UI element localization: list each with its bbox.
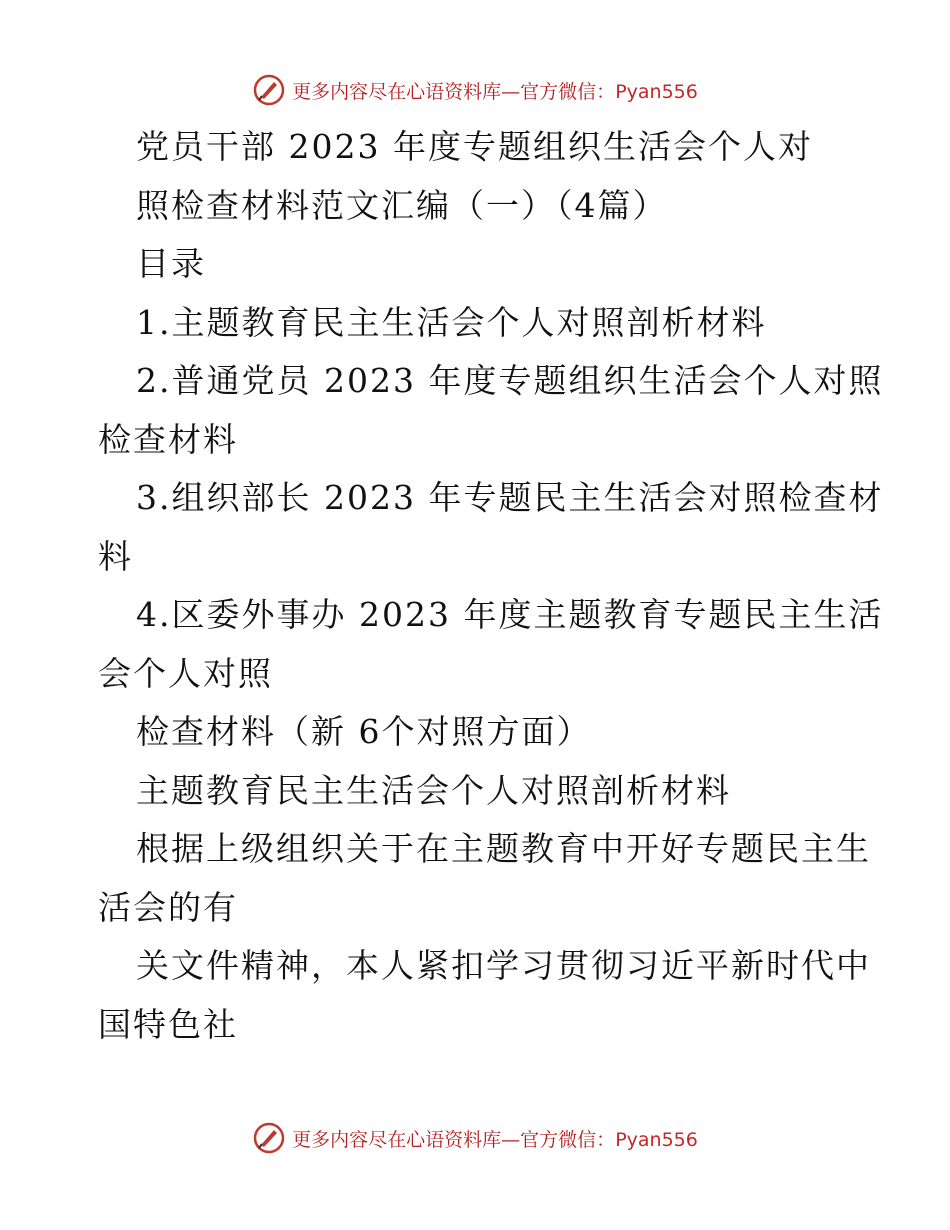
quill-logo-icon (252, 1121, 286, 1155)
paragraph-2-line-1: 关文件精神，本人紧扣学习贯彻习近平新时代中 (136, 946, 871, 985)
footer-banner (0, 1118, 950, 1158)
section-title: 主题教育民主生活会个人对照剖析材料 (136, 770, 731, 810)
header-contact-id: Pyan556 (615, 80, 698, 103)
toc-item-1: 1.主题教育民主生活会个人对照剖析材料 (136, 302, 767, 342)
paragraph-1-line-1: 根据上级组织关于在主题教育中开好专题民主生 (136, 829, 871, 868)
toc-item-2-cont: 检查材料 (98, 419, 238, 459)
header-brand: 更多内容尽在心语资料库 (292, 80, 502, 103)
footer-brand: 更多内容尽在心语资料库 (292, 1128, 502, 1151)
header-banner (0, 70, 950, 110)
quill-logo-icon (252, 73, 286, 107)
toc-item-4-cont: 会个人对照 (98, 653, 273, 693)
toc-item-3-cont: 料 (98, 536, 133, 576)
paragraph-2-line-2: 国特色社 (98, 1004, 238, 1044)
footer-banner-text (292, 1125, 698, 1152)
footer-separator: — (501, 1128, 521, 1151)
footer-contact-id: Pyan556 (615, 1128, 698, 1151)
document-title-line-2: 照检查材料范文汇编（一）（4篇） (136, 185, 668, 225)
toc-item-3: 3.组织部长 2023 年专题民主生活会对照检查材 (136, 478, 884, 517)
header-banner-text (292, 77, 698, 104)
toc-item-4-cont-2: 检查材料（新 6个对照方面） (136, 712, 592, 751)
toc-item-2: 2.普通党员 2023 年度专题组织生活会个人对照 (136, 361, 884, 400)
document-title-line-1: 党员干部 2023 年度专题组织生活会个人对 (136, 127, 813, 166)
header-separator: — (501, 80, 521, 103)
paragraph-1-line-2: 活会的有 (98, 887, 238, 927)
footer-contact-label: 官方微信： (520, 1128, 616, 1151)
toc-heading: 目录 (136, 244, 206, 283)
toc-item-4: 4.区委外事办 2023 年度主题教育专题民主生活 (136, 595, 884, 634)
document-body (98, 118, 884, 1054)
header-contact-label: 官方微信： (520, 80, 616, 103)
